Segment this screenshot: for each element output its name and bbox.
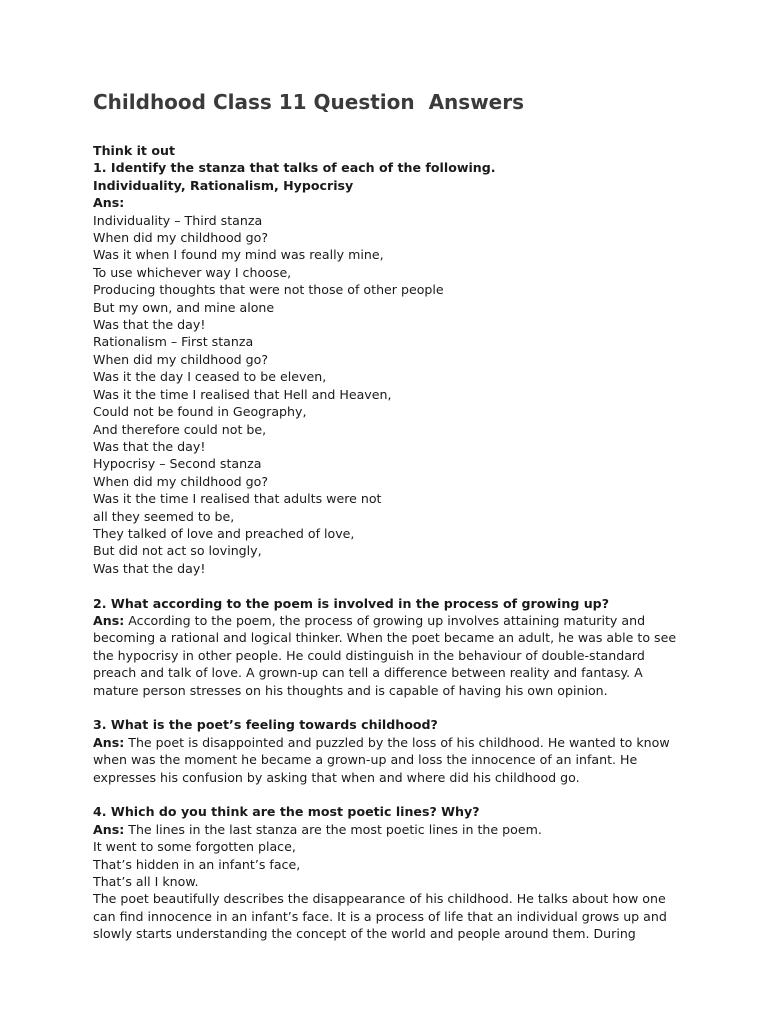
- text-line: expresses his confusion by asking that when and where did his childhood go.: [93, 769, 580, 785]
- answer-1-label: Ans:: [93, 195, 125, 211]
- document-page: [93, 88, 693, 943]
- text-line: when was the moment he became a grown-up and loss the innocence of an infant. He: [93, 752, 638, 768]
- text-line: But my own, and mine alone: [93, 299, 275, 315]
- text-line: Was that the day!: [93, 317, 206, 333]
- question-3: 3. What is the poet’s feeling towards childhood?: [93, 717, 438, 733]
- answer-1-body: [93, 212, 693, 578]
- text-line: becoming a rational and logical thinker. When the poet became an adult, he was able to see: [93, 630, 677, 646]
- text-line: When did my childhood go?: [93, 351, 269, 367]
- text-line: Hypocrisy – Second stanza: [93, 456, 262, 472]
- answer-4-label: Ans:: [93, 821, 125, 837]
- spacer: [93, 786, 693, 803]
- answer-2-body: [93, 629, 693, 699]
- answer-2-text: According to the poem, the process of growing up involves attaining maturity and: [124, 612, 646, 628]
- answer-3-text: The poet is disappointed and puzzled by the loss of his childhood. He wanted to know: [124, 734, 670, 750]
- text-line: That’s all I know.: [93, 874, 199, 890]
- answer-4-text: The lines in the last stanza are the most poetic lines in the poem.: [124, 821, 542, 837]
- text-line: Could not be found in Geography,: [93, 404, 307, 420]
- spacer: [93, 699, 693, 716]
- text-line: can find innocence in an infant’s face. It is a process of life that an individual grows up and: [93, 908, 667, 924]
- text-line: They talked of love and preached of love,: [93, 525, 355, 541]
- text-line: Rationalism – First stanza: [93, 334, 254, 350]
- answer-3-body: [93, 751, 693, 786]
- text-line: It went to some forgotten place,: [93, 839, 296, 855]
- question-2: 2. What according to the poem is involved in the process of growing up?: [93, 595, 610, 611]
- answer-3-first-line: [93, 734, 693, 751]
- text-line: Individuality – Third stanza: [93, 212, 263, 228]
- text-line: slowly starts understanding the concept of the world and people around them. During: [93, 926, 636, 942]
- text-line: mature person stresses on his thoughts and is capable of having his own opinion.: [93, 682, 608, 698]
- section-heading: Think it out: [93, 143, 175, 158]
- question-1-subject: Individuality, Rationalism, Hypocrisy: [93, 177, 354, 193]
- spacer: [93, 577, 693, 594]
- text-line: the hypocrisy in other people. He could distinguish in the behaviour of double-standard: [93, 647, 645, 663]
- text-line: When did my childhood go?: [93, 473, 269, 489]
- text-line: That’s hidden in an infant’s face,: [93, 856, 301, 872]
- text-line: Was that the day!: [93, 560, 206, 576]
- answer-2-label: Ans:: [93, 612, 125, 628]
- answer-3-label: Ans:: [93, 734, 125, 750]
- text-line: Was it the time I realised that Hell and Heaven,: [93, 386, 392, 402]
- text-line: Producing thoughts that were not those of other people: [93, 282, 444, 298]
- text-line: When did my childhood go?: [93, 230, 269, 246]
- text-line: all they seemed to be,: [93, 508, 235, 524]
- answer-4-first-line: [93, 821, 693, 838]
- text-line: The poet beautifully describes the disappearance of his childhood. He talks about how one: [93, 891, 666, 907]
- answer-4-body: [93, 838, 693, 942]
- text-line: Was that the day!: [93, 438, 206, 454]
- text-line: Was it when I found my mind was really mine,: [93, 247, 384, 263]
- question-1: 1. Identify the stanza that talks of each of the following.: [93, 160, 496, 176]
- text-line: Was it the time I realised that adults were not: [93, 491, 382, 507]
- text-line: To use whichever way I choose,: [93, 264, 292, 280]
- text-line: preach and talk of love. A grown-up can tell a difference between reality and fantasy. A: [93, 665, 643, 681]
- text-line: But did not act so lovingly,: [93, 543, 262, 559]
- question-4: 4. Which do you think are the most poetic lines? Why?: [93, 804, 480, 820]
- page-title: Childhood Class 11 Question Answers: [93, 90, 524, 114]
- text-line: Was it the day I ceased to be eleven,: [93, 369, 327, 385]
- answer-2-first-line: [93, 612, 693, 629]
- text-line: And therefore could not be,: [93, 421, 267, 437]
